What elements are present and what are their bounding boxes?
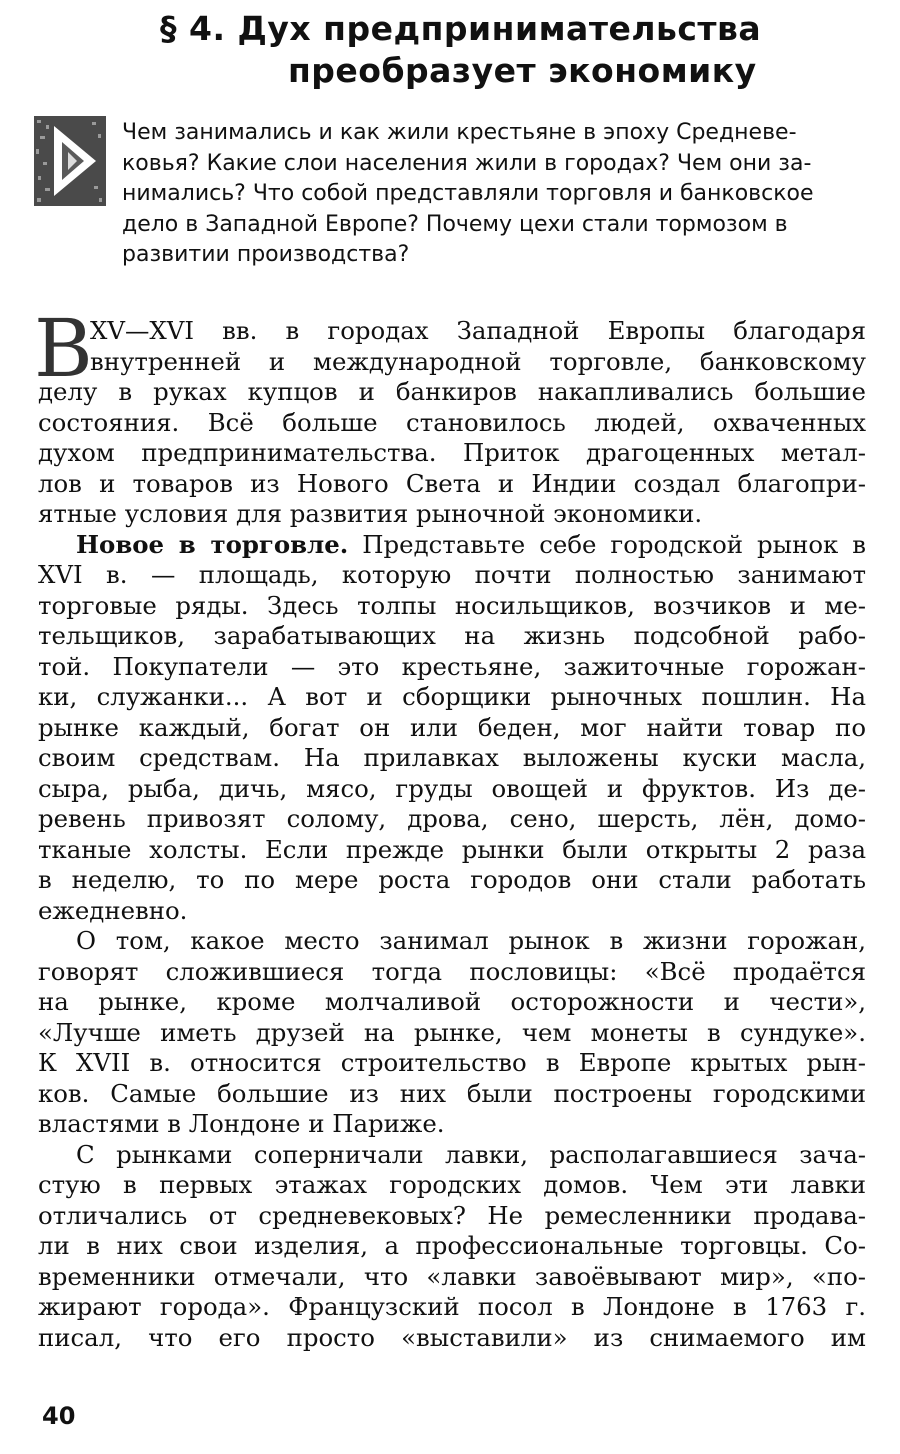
text-line: своим средствам. На прилавках выложены куски масла, bbox=[38, 743, 866, 772]
heading-line-2: преобразует экономику bbox=[288, 51, 757, 90]
question-line: нимались? Что собой представляли торговля и банковское bbox=[122, 181, 814, 206]
text-line: жирают города». Французский посол в Лондоне в 1763 г. bbox=[38, 1292, 866, 1321]
trade-paragraph bbox=[38, 530, 866, 927]
shops-paragraph bbox=[38, 1140, 866, 1354]
chapter-heading bbox=[160, 8, 880, 92]
text-line: отличались от средневековых? Не ремесленники продава- bbox=[38, 1200, 866, 1230]
text-line: делу в руках купцов и банкиров накапливались большие bbox=[38, 377, 866, 406]
main-text bbox=[34, 302, 866, 1353]
intro-paragraph bbox=[34, 302, 866, 530]
text-line: С рынками соперничали лавки, располагавшиеся зача- bbox=[76, 1139, 866, 1169]
text-line: ятные условия для развития рыночной экономики. bbox=[38, 499, 703, 528]
text-line: ков. Самые большие из них были построены городскими bbox=[38, 1078, 866, 1108]
text-line: XVI в. — площадь, которую почти полностью занимают bbox=[38, 560, 866, 589]
question-line: Чем занимались и как жили крестьяне в эпоху Средневе- bbox=[122, 120, 797, 145]
text-line: ревень привозят солому, дрова, сено, шерсть, лён, домо- bbox=[38, 804, 866, 833]
drop-cap: В bbox=[34, 302, 93, 395]
question-line: дело в Западной Европе? Почему цехи стали тормозом в bbox=[122, 211, 788, 237]
text-line: состояния. Всё больше становилось людей, охваченных bbox=[38, 407, 866, 437]
section-heading-trade: Новое в торговле. bbox=[76, 529, 349, 559]
text-line: лов и товаров из Нового Света и Индии создал благопри- bbox=[38, 468, 866, 498]
text-line: ли в них свои изделия, а профессиональные торговцы. Со- bbox=[38, 1231, 866, 1260]
text-line: тканые холсты. Если прежде рынки были открыты 2 раза bbox=[38, 834, 866, 864]
text-line: духом предпринимательства. Приток драгоценных метал- bbox=[38, 438, 866, 467]
text-line: внутренней и международной торговле, банковскому bbox=[90, 346, 866, 376]
question-line: развитии производства? bbox=[122, 242, 410, 267]
text-line: на рынке, кроме молчаливой осторожности и чести», bbox=[38, 987, 866, 1016]
text-fragment: Представьте себе городской рынок в bbox=[348, 529, 866, 559]
market-paragraph bbox=[38, 926, 866, 1140]
text-line: ки, служанки... А вот и сборщики рыночных пошлин. На bbox=[38, 682, 866, 711]
page-number: 40 bbox=[42, 1402, 76, 1430]
intro-questions bbox=[122, 118, 867, 271]
text-line: XV—XVI вв. в городах Западной Европы благодаря bbox=[90, 316, 866, 345]
text-line: О том, какое место занимал рынок в жизни горожан, bbox=[76, 926, 866, 955]
heading-line-1: § 4. Дух предпринимательства bbox=[160, 9, 762, 48]
text-line: властями в Лондоне и Париже. bbox=[38, 1109, 445, 1138]
text-line: сыра, рыба, дичь, мясо, груды овощей и фруктов. Из де- bbox=[38, 773, 866, 803]
question-arrow-icon bbox=[34, 116, 106, 206]
text-line: рынке каждый, богат он или беден, мог найти товар по bbox=[38, 712, 866, 742]
text-line bbox=[38, 530, 866, 561]
text-line: той. Покупатели — это крестьяне, зажиточные горожан- bbox=[38, 651, 866, 681]
text-line: говорят сложившиеся тогда пословицы: «Всё продаётся bbox=[38, 956, 866, 986]
text-line: в неделю, то по мере роста городов они стали работать bbox=[38, 865, 866, 894]
text-line: ежедневно. bbox=[38, 895, 188, 925]
text-line: тельщиков, зарабатывающих на жизнь подсобной рабо- bbox=[38, 621, 866, 650]
text-line: торговые ряды. Здесь толпы носильщиков, возчиков и ме- bbox=[38, 590, 866, 620]
text-line: временники отмечали, что «лавки завоёвывают мир», «по- bbox=[38, 1261, 866, 1291]
text-line: «Лучше иметь друзей на рынке, чем монеты в сундуке». bbox=[38, 1017, 866, 1047]
text-line: К XVII в. относится строительство в Европе крытых рын- bbox=[38, 1048, 866, 1077]
text-line: писал, что его просто «выставили» из снимаемого им bbox=[38, 1322, 866, 1352]
text-line: стую в первых этажах городских домов. Чем эти лавки bbox=[38, 1170, 866, 1199]
question-line: ковья? Какие слои населения жили в городах? Чем они за- bbox=[122, 150, 812, 176]
